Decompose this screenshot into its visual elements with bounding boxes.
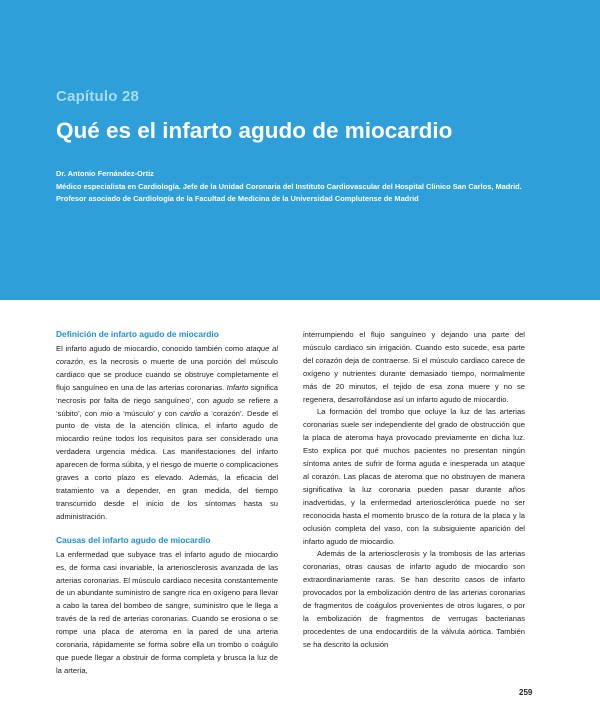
- chapter-title: Qué es el infarto agudo de miocardio: [56, 118, 453, 143]
- author-block: [56, 168, 556, 206]
- section-heading-definition: Definición de infarto agudo de miocardio: [56, 329, 219, 339]
- author-name: Dr. Antonio Fernández-Ortiz: [56, 169, 154, 178]
- paragraph-thrombus: La formación del trombo que ocluye la luz de las arterias coronarias suele ser independiente del grado de obstrucción que la placa de ateroma haya provocado previamente en dicha luz. Esto explica por qué muchos pacientes no presentan ningún síntoma antes de sufrir de forma aguda e inesperada un ataque al corazón. Las placas de ateroma que no obstruyen de manera significativa la luz coronaria pueden pasar durante años inadvertidas, y la enfermedad arteriosclerótica puede no ser reconocida hasta el momento brusco de la rotura de la placa y la oclusión completa del vaso, con la subsiguiente aparición del infarto agudo de miocardio.: [303, 407, 525, 546]
- right-column: [303, 329, 525, 652]
- chapter-number: Capítulo 28: [56, 88, 140, 105]
- chapter-header-band: [0, 0, 600, 300]
- paragraph-continuation: interrumpiendo el flujo sanguíneo y dejando una parte del músculo cardiaco sin irrigación. Cuando esto sucede, esa parte del corazón deja de contraerse. Si el músculo cardiaco carece de oxígeno y nutrientes durante demasiado tiempo, normalmente más de 20 minutos, el tejido de esa zona muere y no se regenera, desarrollándose así un infarto agudo de miocardio.: [303, 330, 525, 404]
- page-number: 259: [519, 688, 533, 697]
- paragraph-causes: La enfermedad que subyace tras el infarto agudo de miocardio es, de forma casi invariable, la arteriosclerosis avanzada de las arterias coronarias. El músculo cardiaco necesita constantemente de un abundante suministro de sangre rica en oxígeno para llevar a cabo la tarea del bombeo de sangre, suministro que le llega a través de la red de arterias coronarias. Cuando se erosiona o se rompe una placa de ateroma en la pared de una arteria coronaria, rápidamente se forma sobre ella un trombo o coágulo que puede llegar a obstruir de forma completa y brusca la luz de la arteria,: [56, 549, 278, 675]
- left-column: [56, 328, 278, 678]
- paragraph-definition: El infarto agudo de miocardio, conocido también como ataque al corazón, es la necrosis o muerte de una porción del músculo cardiaco que se produce cuando se obstruye completamente el flujo sanguíneo en una de las arterias coronarias. Infarto significa ‘necrosis por falta de riego sanguíneo’, con agudo se refiere a ‘súbito’, con mio a ‘músculo’ y con cardio a ‘corazón’. Desde el punto de vista de la atención clínica, el infarto agudo de miocardio reúne todos los requisitos para ser considerado una verdadera urgencia médica. Las manifestaciones del infarto aparecen de forma súbita, y el riesgo de muerte o complicaciones graves a corto plazo es elevado. Además, la eficacia del tratamiento va a depender, en gran medida, del tiempo transcurrido desde el inicio de los síntomas hasta su administración.: [56, 344, 279, 521]
- section-heading-causes: Causas del infarto agudo de miocardio: [56, 534, 211, 545]
- paragraph-other-causes: Además de la arteriosclerosis y la trombosis de las arterias coronarias, otras causas de infarto agudo de miocardio son extraordinariamente raras. Se han descrito casos de infarto provocados por la embolización dentro de las arterias coronarias de fragmentos de coágulos provenientes de otros lugares, o por la embolización de fragmentos de verrugas bacterianas procedentes de una endocarditis de la válvula aórtica. También se ha descrito la oclusión: [303, 549, 525, 649]
- author-affiliation-2: Profesor asociado de Cardiología de la Facultad de Medicina de la Universidad Complutense de Madrid: [56, 194, 419, 203]
- author-affiliation-1: Médico especialista en Cardiología. Jefe de la Unidad Coronaria del Instituto Cardiovascular del Hospital Clínico San Carlos, Madrid.: [56, 181, 522, 191]
